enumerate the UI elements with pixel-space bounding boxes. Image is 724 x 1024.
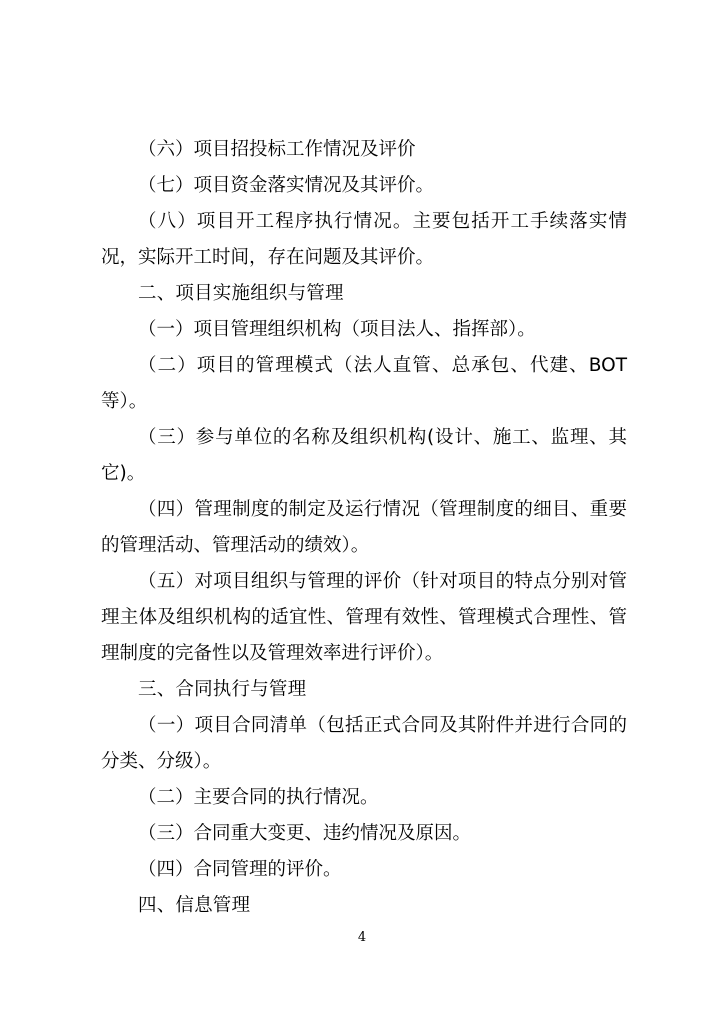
page-number: 4: [357, 930, 367, 945]
section-heading-2: 二、项目实施组织与管理: [138, 283, 344, 304]
document-body: [101, 132, 627, 924]
paragraph-contract-list: （一）项目合同清单（包括正式合同及其附件并进行合同的分类、分级）。: [101, 715, 627, 772]
paragraph-management-mode: （二）项目的管理模式（法人直管、总承包、代建、BOT等）。: [101, 355, 627, 412]
section-heading-3: 三、合同执行与管理: [138, 679, 307, 700]
paragraph-item-7: （七）项目资金落实情况及其评价。: [138, 175, 435, 196]
paragraph-org-structure: （一）项目管理组织机构（项目法人、指挥部）。: [138, 319, 536, 340]
paragraph-org-evaluation: （五）对项目组织与管理的评价（针对项目的特点分别对管理主体及组织机构的适宜性、管理有效性、管理模式合理性、管理制度的完备性以及管理效率进行评价）。: [101, 571, 627, 664]
paragraph-contract-execution: （二）主要合同的执行情况。: [138, 787, 379, 808]
paragraph-management-system: （四）管理制度的制定及运行情况（管理制度的细目、重要的管理活动、管理活动的绩效）。: [101, 499, 627, 556]
paragraph-participants: （三）参与单位的名称及组织机构(设计、施工、监理、其它)。: [101, 427, 627, 484]
paragraph-item-6: （六）项目招投标工作情况及评价: [138, 139, 416, 160]
section-heading-4: 四、信息管理: [138, 895, 251, 916]
paragraph-contract-evaluation: （四）合同管理的评价。: [138, 859, 342, 880]
paragraph-item-8: （八）项目开工程序执行情况。主要包括开工手续落实情况，实际开工时间，存在问题及其评价。: [101, 211, 627, 268]
paragraph-contract-changes: （三）合同重大变更、违约情况及原因。: [138, 823, 472, 844]
